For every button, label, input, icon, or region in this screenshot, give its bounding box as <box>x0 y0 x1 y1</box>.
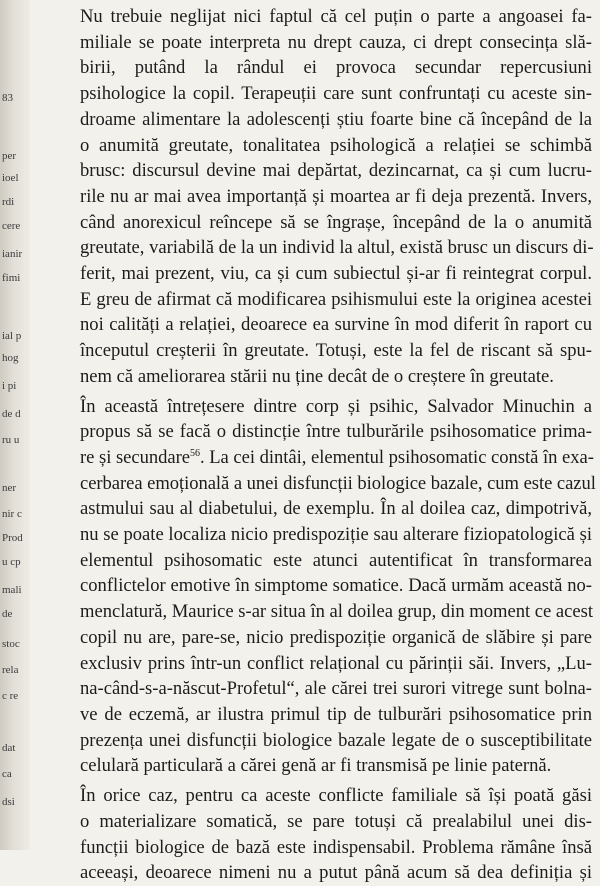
text-line: aceeași, deoarece nimeni nu a putut până acum să dea definiția și <box>80 862 592 884</box>
text-line: miliale se poate interpreta nu drept cauza, ci drept consecința slă- <box>80 31 592 53</box>
text-line: rile nu ar mai avea importanță și moartea ar fi deja prezentă. Invers, <box>80 185 592 207</box>
text-line: psihologice la copil. Terapeuții care sunt confruntați cu aceste sin- <box>80 83 592 105</box>
text-line: nem că ameliorarea stării nu ține decât de o creștere în greutate. <box>80 365 554 387</box>
text-line: începutul creșterii în greutate. Totuși, este la fel de riscant să spu- <box>80 340 592 362</box>
text-line: când anorexicul reîncepe să se îngrașe, începând de la o anumită <box>80 211 592 233</box>
text-line: funcții biologice de bază este indispensabil. Problema rămâne însă <box>80 836 592 858</box>
text-line: ve de eczemă, ar ilustra primul tip de tulburări psihosomatice prin <box>80 703 592 725</box>
text-line: copil nu are, pare-se, nicio predispoziție organică de slăbire și pare <box>80 626 592 648</box>
gutter-fragment: de <box>2 608 13 620</box>
gutter-fragment: Prod <box>2 532 23 544</box>
gutter-fragment: stoc <box>2 638 20 650</box>
text-line: În orice caz, pentru ca aceste conflicte familiale să își poată găsi <box>80 785 592 807</box>
paragraph <box>56 394 596 780</box>
text-fragment: . La cei dintâi, elementul psihosomatic constă în exa- <box>199 446 594 468</box>
text-line: ferit, mai prezent, viu, ca și cum subiectul și-ar fi reintegrat corpul. <box>80 263 592 285</box>
gutter-fragment: rela <box>2 664 19 676</box>
gutter-fragment: dsi <box>2 796 15 808</box>
text-line: E greu de afirmat că modificarea psihismului este la originea acestei <box>80 288 592 310</box>
gutter-fragment: hog <box>2 352 19 364</box>
gutter-fragment: 83 <box>2 92 13 104</box>
gutter-fragment: ial p <box>2 330 22 342</box>
footnote-reference[interactable]: 56 <box>190 447 200 459</box>
gutter-fragment: rdi <box>2 196 15 208</box>
text-line: exclusiv prins într-un conflict relațional cu părinții săi. Invers, „Lu- <box>80 652 592 674</box>
text-line: menclatură, Maurice s-ar situa în al doilea grup, din moment ce acest <box>80 601 594 623</box>
text-line: noi calități a relației, deoarece ea survine în mod diferit în raport cu <box>80 314 592 336</box>
text-line: o anumită greutate, tonalitatea psihologică a relației se schimbă <box>80 134 592 156</box>
text-line: celulară particulară a cărei genă ar fi transmisă pe linie paternă. <box>80 755 552 777</box>
gutter-fragment: i pi <box>2 380 17 392</box>
text-line: o materializare somatică, se pare totuși că prealabilul unei dis- <box>80 810 592 832</box>
text-line: greutate, variabilă de la un individ la altul, există brusc un discurs di- <box>80 237 594 259</box>
gutter-fragment: fimi <box>2 272 21 284</box>
gutter-fragment: ianir <box>2 248 23 260</box>
text-line: droame alimentare la adolescenți știu foarte bine că începând de la <box>80 108 592 130</box>
text-line-with-footnote <box>56 445 592 471</box>
paragraph <box>56 783 592 886</box>
text-line: În această întrețesere dintre corp și psihic, Salvador Minuchin a <box>80 395 592 417</box>
text-line: elementul psihosomatic este atunci autentificat în transformarea <box>80 549 592 571</box>
gutter-fragment: dat <box>2 742 16 754</box>
gutter-fragment: nir c <box>2 508 22 520</box>
text-line: nu se poate localiza nicio predispoziție sau alterare fiziopatologică și <box>80 524 592 546</box>
gutter-fragment: mali <box>2 584 22 596</box>
gutter-fragment: per <box>2 150 17 162</box>
gutter-fragment: ca <box>2 768 12 780</box>
gutter-fragment: de d <box>2 408 21 420</box>
gutter-fragment: c re <box>2 690 19 702</box>
text-line: cerbarea emoțională a unei disfuncții biologice bazale, cum este cazul <box>80 472 596 494</box>
text-line: prezența unei disfuncții biologice bazale legate de o susceptibilitate <box>80 729 592 751</box>
adjacent-page-gutter <box>0 0 30 850</box>
gutter-fragment: ru u <box>2 434 20 446</box>
text-line: astmului sau al diabetului, de exemplu. În al doilea caz, dimpotrivă, <box>80 498 592 520</box>
paragraph <box>56 4 592 390</box>
gutter-fragment: u cp <box>2 556 21 568</box>
book-page <box>56 4 596 886</box>
text-line: Nu trebuie neglijat nici faptul că cel puțin o parte a angoasei fa- <box>80 6 592 27</box>
text-fragment: re și secundare <box>80 446 191 468</box>
text-line: propus să se facă o distincție între tulburările psihosomatice prima- <box>80 421 592 443</box>
text-line: birii, putând la rândul ei provoca secundar repercusiuni <box>80 57 592 79</box>
gutter-fragment: ioel <box>2 172 19 184</box>
text-line: na-când-s-a-născut-Profetul“, ale cărei trei surori vitrege sunt bolna- <box>80 678 592 700</box>
text-line: brusc: discursul devine mai depărtat, dezincarnat, ca și cum lucru- <box>80 160 592 182</box>
text-line: conflictelor emotive în simptome somatice. Dacă urmăm această no- <box>80 575 592 597</box>
gutter-fragment: cere <box>2 220 21 232</box>
gutter-fragment: ner <box>2 482 17 494</box>
